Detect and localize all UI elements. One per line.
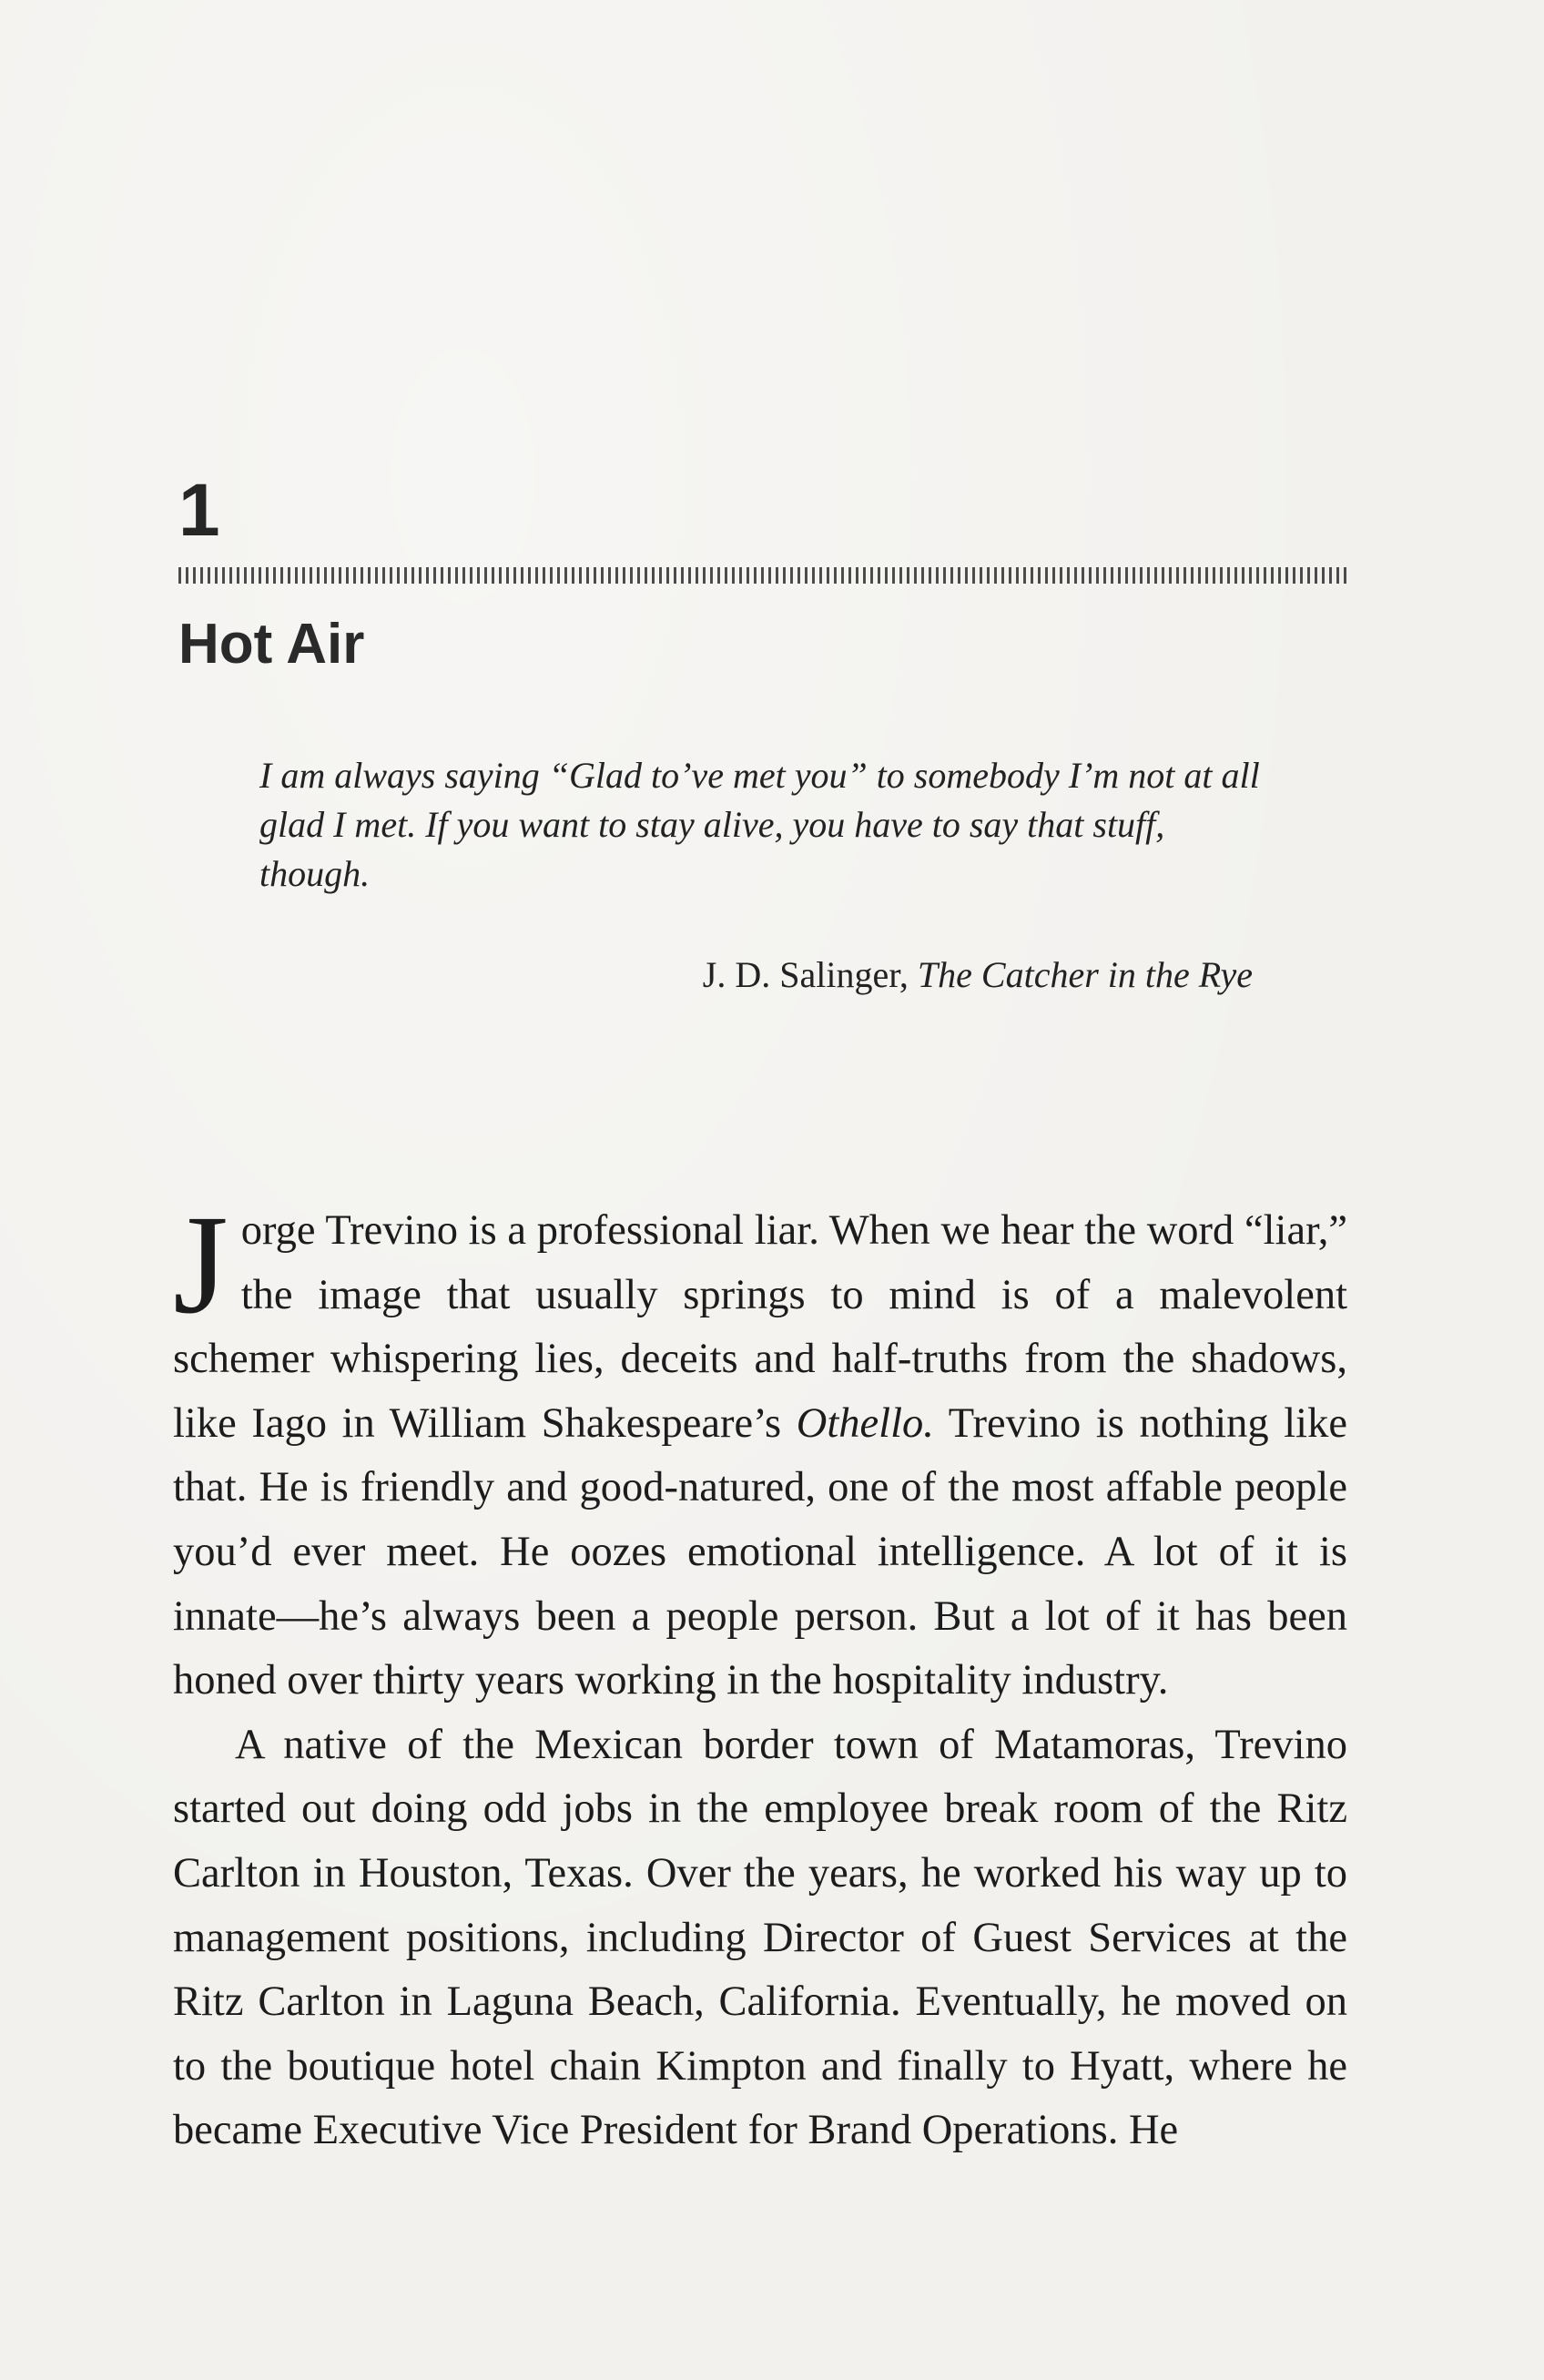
epigraph-author: J. D. Salinger,: [702, 954, 918, 995]
chapter-divider-rule: [178, 567, 1347, 584]
body-paragraph-1-work-title: Othello.: [796, 1399, 934, 1447]
chapter-title: Hot Air: [178, 613, 365, 676]
body-paragraph-2: A native of the Mexican border town of Matamoras, Trevino started out doing odd jobs in the employee break room of the Ritz Carlton in Houston, Texas. Over the years, he worked his way up to management positions, including Director of Guest Services at the Ritz Carlton in Laguna Beach, California. Eventually, he moved on to the boutique hotel chain Kimpton and finally to Hyatt, where he became Executive Vice President for Brand Operations. He: [173, 1721, 1347, 2154]
epigraph-attribution: [703, 951, 1253, 1000]
chapter-number: 1: [178, 469, 220, 552]
chapter-body: [173, 1185, 1347, 2163]
epigraph-work-title: The Catcher in the Rye: [917, 954, 1253, 995]
body-paragraph-1-text-b: Trevino is nothing like that. He is friendly and good-natured, one of the most affable people you’d ever meet. He oozes emotional intelligence. A lot of it is innate—he’s always been a people person. But a lot of it has been honed over thirty years working in the hospitality industry.: [173, 1399, 1347, 1704]
body-paragraph-1-text-a: orge Trevino is a professional liar. When we hear the word “liar,” the image that usually springs to mind is of a malevolent schemer whispering lies, deceits and half-truths from the shadows, like Iago in William Shakespeare’s: [173, 1207, 1347, 1447]
drop-cap: J: [173, 1185, 229, 1343]
body-paragraph-1: [173, 1185, 1347, 1714]
epigraph-quote: I am always saying “Glad to’ve met you” to somebody I’m not at all glad I met. If you want to stay alive, you have to say that stuff, though.: [259, 755, 1260, 894]
